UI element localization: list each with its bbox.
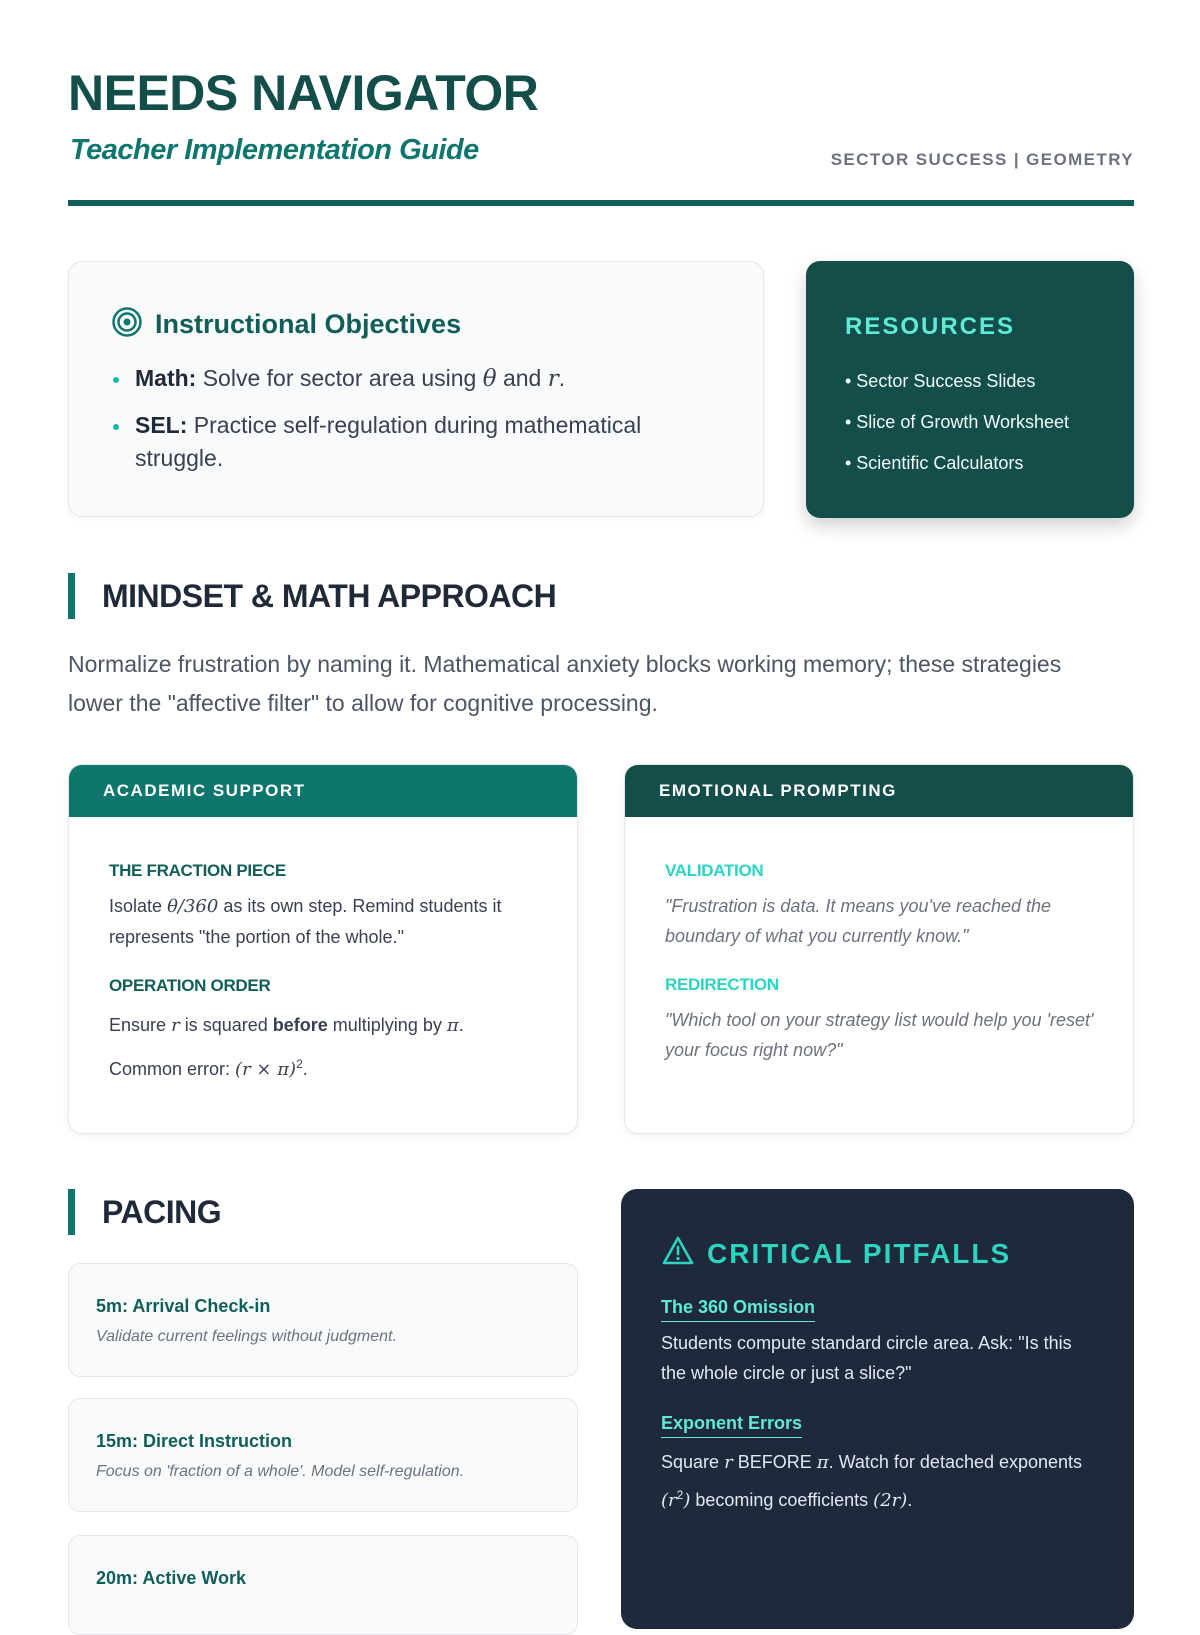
pitfall-text: Students compute standard circle area. Ask: "Is this the whole circle or just a slice?" xyxy=(661,1333,1072,1383)
objectives-title: Instructional Objectives xyxy=(155,309,462,339)
pacing-heading xyxy=(68,1189,221,1235)
pitfall-exponent-errors xyxy=(661,1413,1091,1517)
redirection-label: REDIRECTION xyxy=(665,975,779,994)
lesson-tagline: SECTOR SUCCESS | GEOMETRY xyxy=(830,150,1134,169)
academic-support-header: ACADEMIC SUPPORT xyxy=(69,765,577,817)
objective-sel: SEL: Practice self-regulation during mathematical struggle. xyxy=(111,409,731,475)
operation-order-text: Ensure r is squared before multiplying by π. Common error: $(r \times \pi)^2$. xyxy=(109,1015,464,1080)
pitfalls-title: CRITICAL PITFALLS xyxy=(707,1237,1012,1269)
resource-item: • Slice of Growth Worksheet xyxy=(845,412,1070,432)
pacing-item xyxy=(68,1263,578,1377)
pacing-item-title: 15m: Direct Instruction xyxy=(96,1431,293,1451)
page-header xyxy=(68,62,1134,208)
redirection-text: "Which tool on your strategy list would help you 'reset' your focus right now?" xyxy=(665,1010,1094,1060)
academic-support-card xyxy=(68,764,578,1134)
page-subtitle: Teacher Implementation Guide xyxy=(70,134,479,166)
header-divider xyxy=(68,200,1134,206)
mindset-heading xyxy=(68,573,556,619)
target-icon xyxy=(111,306,143,343)
emotional-prompting-header: EMOTIONAL PROMPTING xyxy=(625,765,1133,817)
pitfall-label: The 360 Omission xyxy=(661,1297,815,1322)
mindset-intro: Normalize frustration by naming it. Mathematical anxiety blocks working memory; these strategies lower the "affective filter" to allow for cognitive processing. xyxy=(68,651,1062,716)
pitfall-label: Exponent Errors xyxy=(661,1413,802,1438)
pacing-item-desc: Focus on 'fraction of a whole'. Model self-regulation. xyxy=(96,1463,465,1480)
mindset-heading-text: MINDSET & MATH APPROACH xyxy=(102,577,557,614)
critical-pitfalls-card xyxy=(621,1189,1134,1629)
resource-item: • Sector Success Slides xyxy=(845,371,1036,391)
pacing-heading-text: PACING xyxy=(102,1193,222,1230)
pacing-item-title: 5m: Arrival Check-in xyxy=(96,1296,271,1316)
objective-math: Math: Solve for sector area using θ and r. xyxy=(111,362,731,396)
emotional-prompting-body xyxy=(665,861,1105,1089)
pitfall-360-omission xyxy=(661,1297,1091,1388)
academic-support-body xyxy=(109,861,549,1113)
pacing-item xyxy=(68,1398,578,1512)
fraction-piece-label: THE FRACTION PIECE xyxy=(109,861,286,880)
pacing-item-desc: Validate current feelings without judgment. xyxy=(96,1328,397,1345)
pitfall-text: Square r BEFORE π. Watch for detached exponents $(r^2)$ becoming coefficients (2r). xyxy=(661,1452,1083,1511)
resources-list xyxy=(845,361,1069,484)
validation-label: VALIDATION xyxy=(665,861,764,880)
heading-accent-bar xyxy=(68,573,75,619)
heading-accent-bar xyxy=(68,1189,75,1235)
fraction-piece-text: Isolate θ/360 as its own step. Remind students it represents "the portion of the whole." xyxy=(109,896,502,947)
resources-card xyxy=(806,261,1134,518)
objectives-list xyxy=(111,362,731,488)
warning-icon xyxy=(661,1235,695,1272)
pacing-item xyxy=(68,1535,578,1635)
emotional-prompting-card xyxy=(624,764,1134,1134)
operation-order-label: OPERATION ORDER xyxy=(109,976,271,995)
resource-item: • Scientific Calculators xyxy=(845,453,1024,473)
objectives-card xyxy=(68,261,764,517)
guide-page xyxy=(68,0,1134,1600)
objectives-title-row xyxy=(111,306,461,343)
pitfalls-title-row xyxy=(661,1235,1011,1272)
validation-text: "Frustration is data. It means you've reached the boundary of what you currently know." xyxy=(665,896,1052,946)
pacing-item-title: 20m: Active Work xyxy=(96,1568,247,1588)
brand-title: NEEDS NAVIGATOR xyxy=(68,65,539,121)
resources-title: RESOURCES xyxy=(845,313,1016,340)
